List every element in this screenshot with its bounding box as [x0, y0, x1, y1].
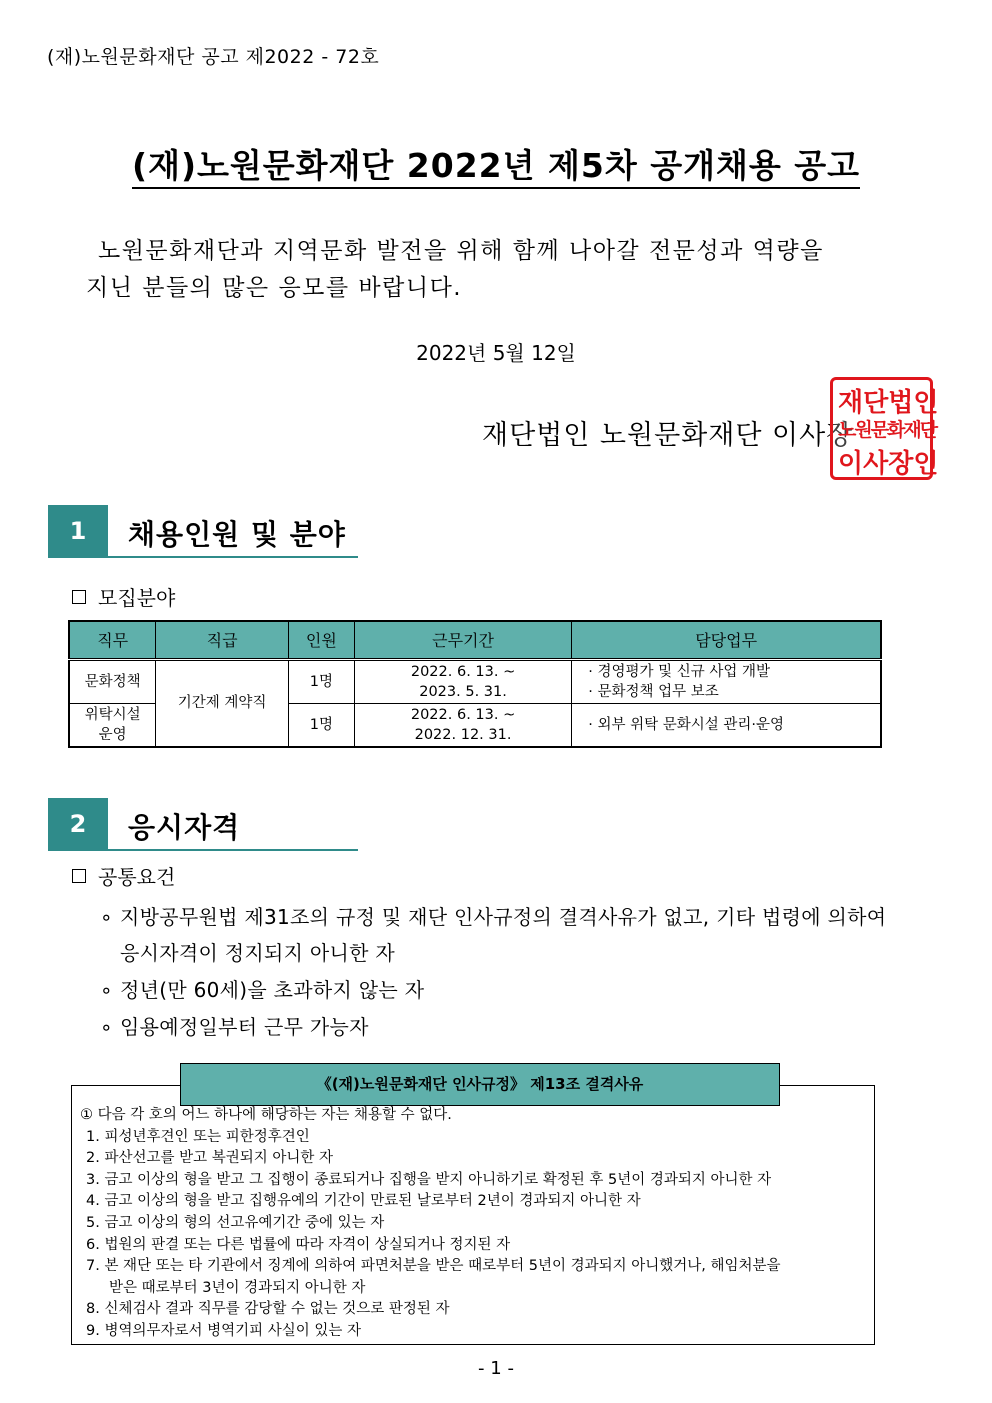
requirement-item: [100, 972, 424, 1008]
checkbox-square-icon: [72, 590, 86, 604]
regulation-item: 7. 본 재단 또는 타 기관에서 징계에 의하여 파면처분을 받은 때로부터 5년이 경과되지 아니했거나, 해임처분을: [86, 1258, 781, 1275]
intro-paragraph: [86, 233, 906, 307]
regulation-item: 3. 금고 이상의 형을 받고 그 집행이 종료되거나 집행을 받지 아니하기로 확정된 후 5년이 경과되지 아니한 자: [86, 1171, 772, 1188]
regulation-item: 4. 금고 이상의 형을 받고 집행유예의 기간이 만료된 날로부터 2년이 경과되지 아니한 자: [86, 1193, 641, 1210]
duty-cell: [572, 703, 881, 747]
rank-cell: 기간제 계약직: [156, 659, 289, 747]
requirement-text: 정년(만 60세)을 초과하지 않는 자: [120, 978, 425, 1002]
duty-line: · 외부 위탁 문화시설 관리·운영: [588, 716, 785, 733]
table-header-period: 근무기간: [354, 621, 571, 659]
regulation-title: 《(재)노원문화재단 인사규정》 제13조 결격사유: [180, 1063, 780, 1106]
count-cell: 1명: [288, 659, 354, 703]
requirement-continuation: 응시자격이 정지되지 아니한 자: [120, 941, 396, 965]
regulation-intro: ① 다음 각 호의 어느 하나에 해당하는 자는 채용할 수 없다.: [80, 1107, 452, 1123]
regulation-item: 1. 피성년후견인 또는 피한정후견인: [86, 1128, 310, 1145]
table-row: [69, 659, 881, 703]
announcement-date: 2022년 5월 12일: [416, 341, 576, 365]
seal-line-1: 재단법인: [838, 388, 939, 418]
job-cell: 문화정책: [69, 659, 156, 703]
requirement-text: 지방공무원법 제31조의 규정 및 재단 인사규정의 결격사유가 없고, 기타 법령에 의하여: [120, 905, 887, 929]
job-line: 운영: [98, 726, 127, 743]
regulation-item: 5. 금고 이상의 형의 선고유예기간 중에 있는 자: [86, 1214, 385, 1231]
section-1-title: 채용인원 및 분야: [128, 518, 346, 551]
period-cell: [354, 659, 571, 703]
section-1-subheading: [72, 582, 175, 611]
duty-cell: [572, 659, 881, 703]
intro-line-1: 노원문화재단과 지역문화 발전을 위해 함께 나아갈 전문성과 역량을: [98, 238, 824, 264]
checkbox-square-icon: [72, 869, 86, 883]
requirement-item: [100, 899, 886, 971]
duty-line: · 문화정책 업무 보조: [588, 683, 719, 700]
period-end: 2022. 12. 31.: [414, 726, 512, 743]
table-header-rank: 직급: [156, 621, 289, 659]
period-start: 2022. 6. 13. ~: [410, 706, 516, 723]
count-cell: 1명: [288, 703, 354, 747]
period-start: 2022. 6. 13. ~: [410, 663, 516, 680]
period-cell: [354, 703, 571, 747]
intro-line-2: 지닌 분들의 많은 응모를 바랍니다.: [86, 275, 463, 301]
regulation-item-continuation: 받은 때로부터 3년이 경과되지 아니한 자: [109, 1279, 366, 1296]
page-number: - 1 -: [478, 1358, 514, 1379]
section-2-title: 응시자격: [128, 811, 241, 844]
table-header-count: 인원: [288, 621, 354, 659]
table-header-duty: 담당업무: [572, 621, 881, 659]
page-title: (재)노원문화재단 2022년 제5차 공개채용 공고: [132, 146, 860, 189]
bullet-circle-icon: ∘: [100, 978, 113, 1002]
regulation-item: 8. 신체검사 결과 직무를 감당할 수 없는 것으로 판정된 자: [86, 1301, 450, 1318]
section-2-subheading: [72, 861, 175, 890]
section-2-underline: [48, 849, 358, 851]
regulation-content: [80, 1105, 880, 1343]
notice-number: (재)노원문화재단 공고 제2022 - 72호: [47, 46, 380, 68]
period-end: 2023. 5. 31.: [419, 683, 507, 700]
requirement-item: [100, 1009, 369, 1045]
section-2-number: 2: [48, 798, 108, 850]
requirement-text: 임용예정일부터 근무 가능자: [120, 1015, 369, 1039]
section-1-underline: [48, 556, 358, 558]
table-header-row: [69, 621, 881, 659]
seal-line-2: 노원문화재단: [838, 419, 937, 441]
regulation-item: 2. 파산선고를 받고 복권되지 아니한 자: [86, 1150, 333, 1167]
bullet-circle-icon: ∘: [100, 905, 113, 929]
duty-line: · 경영평가 및 신규 사업 개발: [588, 663, 771, 680]
job-cell: [69, 703, 156, 747]
section-1-subheading-text: 모집분야: [98, 586, 176, 610]
job-line: 위탁시설: [84, 706, 141, 723]
recruitment-table: [68, 620, 882, 748]
section-1-number: 1: [48, 505, 108, 557]
regulation-item: 6. 법원의 판결 또는 다른 법률에 따라 자격이 상실되거나 정지된 자: [86, 1236, 511, 1253]
regulation-item: 9. 병역의무자로서 병역기피 사실이 있는 자: [86, 1322, 361, 1339]
issuer-name: 재단법인 노원문화재단 이사장: [482, 420, 854, 451]
official-seal-stamp: [830, 377, 939, 480]
table-header-job: 직무: [69, 621, 156, 659]
bullet-circle-icon: ∘: [100, 1015, 113, 1039]
seal-line-3: 이사장인: [838, 449, 939, 479]
page-title-wrapper: [0, 140, 992, 187]
section-2-subheading-text: 공통요건: [98, 865, 176, 889]
